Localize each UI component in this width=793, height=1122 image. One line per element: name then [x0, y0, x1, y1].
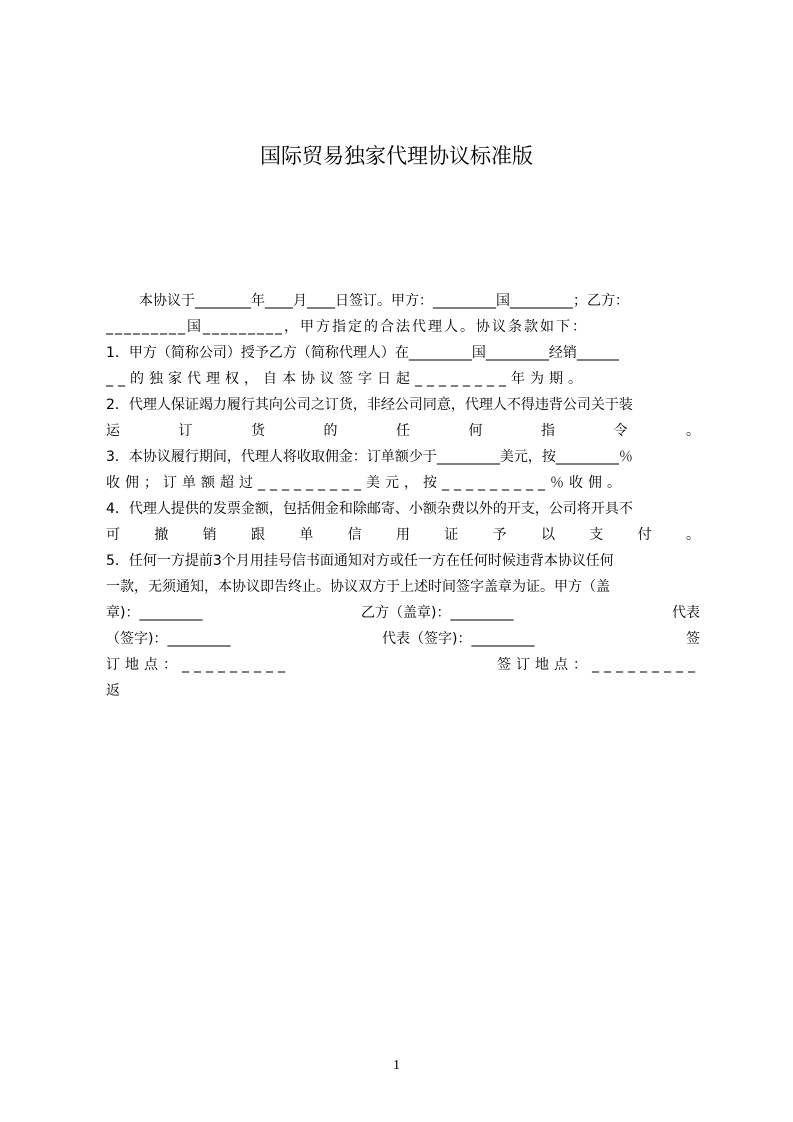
- text-segment: 何: [468, 423, 483, 439]
- text-segment: 单: [299, 527, 314, 543]
- text-segment: 支: [589, 527, 604, 543]
- text-line: [106, 288, 700, 314]
- text-line: [106, 496, 700, 522]
- text-segment: 2．代理人保证竭力履行其向公司之订货，非经公司同意，代理人不得违背公司关于装: [106, 397, 633, 413]
- text-segment: 令: [613, 423, 628, 439]
- page-number: 1: [393, 1058, 400, 1073]
- text-segment: 货: [251, 423, 265, 439]
- text-segment: __的独家代理权，自本协议签字日起________年为期。: [106, 371, 587, 387]
- text-segment: 章)：_________: [106, 605, 203, 621]
- text-segment: 信: [347, 527, 362, 543]
- text-segment: 任: [396, 423, 410, 439]
- text-line: [106, 366, 700, 392]
- text-segment: 付: [637, 527, 652, 543]
- text-segment: 代表: [672, 605, 700, 621]
- text-segment: 。: [685, 527, 700, 543]
- text-segment: 一款，无须通知，本协议即告终止。协议双方于上述时间签字盖章为证。甲方（盖: [106, 579, 610, 595]
- text-segment: 的: [323, 423, 338, 439]
- text-segment: 销: [202, 527, 217, 543]
- text-segment: 用: [395, 527, 410, 543]
- text-line: [106, 652, 700, 678]
- text-line: [106, 444, 700, 470]
- text-line: [106, 626, 700, 652]
- text-segment: 运: [106, 423, 120, 439]
- text-line: [106, 340, 700, 366]
- text-line: [106, 678, 700, 704]
- text-segment: 订地点：_________: [106, 657, 290, 673]
- text-segment: 乙方（盖章)：_________: [361, 605, 514, 621]
- text-segment: 收佣；订单额超过_________美元，按_________％收佣。: [106, 475, 626, 491]
- text-segment: 证: [444, 527, 459, 543]
- text-segment: 4．代理人提供的发票金额，包括佣金和除邮寄、小额杂费以外的开支，公司将开具不: [106, 501, 633, 517]
- document-title: 国际贸易独家代理协议标准版: [260, 144, 533, 168]
- text-segment: 签: [686, 631, 700, 647]
- text-segment: 以: [540, 527, 555, 543]
- text-segment: 返: [106, 683, 120, 699]
- text-segment: 1．甲方（简称公司）授予乙方（简称代理人）在_________国_________经销______: [106, 345, 619, 361]
- text-segment: _________国_________，甲方指定的合法代理人。协议条款如下：: [106, 319, 588, 335]
- text-line: [106, 574, 700, 600]
- text-segment: 指: [541, 423, 555, 439]
- text-segment: 代表（签字)：_________: [382, 631, 535, 647]
- text-segment: 跟: [250, 527, 265, 543]
- text-line: [106, 548, 700, 574]
- text-line: [106, 470, 700, 496]
- text-segment: 撤: [154, 527, 169, 543]
- text-segment: 予: [492, 527, 507, 543]
- text-segment: 可: [106, 527, 120, 543]
- text-segment: 5．任何一方提前3个月用挂号信书面通知对方或任一方在任何时候违背本协议任何: [106, 553, 614, 569]
- text-line: [106, 314, 700, 340]
- text-segment: （签字)：_________: [106, 631, 231, 647]
- text-line: [106, 418, 700, 444]
- text-segment: 订: [178, 423, 193, 439]
- text-line: [106, 392, 700, 418]
- text-segment: 本协议于________年____月____日签订。甲方：_________国_________；乙方：: [139, 293, 629, 309]
- text-line: [106, 522, 700, 548]
- text-segment: 。: [686, 423, 700, 439]
- text-segment: 3．本协议履行期间，代理人将收取佣金：订单额少于_________美元，按_________％: [106, 449, 633, 465]
- text-line: [106, 600, 700, 626]
- agreement-body: [106, 288, 700, 704]
- text-segment: 签订地点：_________: [497, 657, 700, 673]
